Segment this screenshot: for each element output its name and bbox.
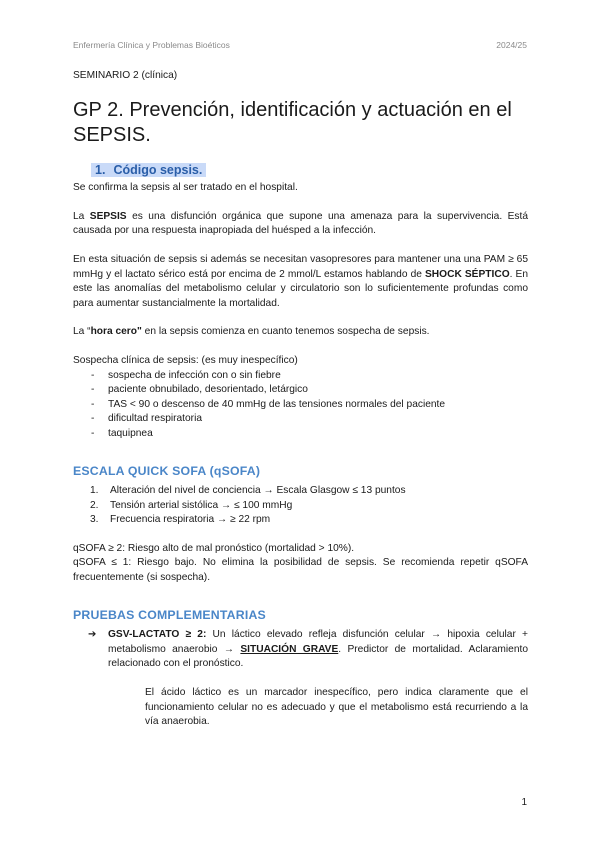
text-run: . En este las anomalías del metabolismo celular y circulatorio son lo suficientemente profundas como para aumentar sustancialmente la mortalidad. bbox=[73, 268, 529, 309]
test-item-lactato bbox=[73, 628, 528, 672]
list-item bbox=[73, 499, 528, 514]
list-item-text: Tensión arterial sistólica → ≤ 100 mmHg bbox=[110, 499, 293, 511]
section-heading-codigo-sepsis bbox=[91, 163, 528, 178]
list-item: - sospecha de infección con o sin fiebre bbox=[73, 369, 528, 384]
list-item-text: Alteración del nivel de conciencia → Escala Glasgow ≤ 13 puntos bbox=[110, 485, 406, 497]
bold-term-hora-cero: hora cero" bbox=[90, 326, 142, 338]
list-item: - dificultad respiratoria bbox=[73, 412, 528, 427]
section-heading-qsofa: ESCALA QUICK SOFA (qSOFA) bbox=[73, 463, 261, 478]
text-run: La bbox=[73, 210, 90, 222]
section-number: 1. bbox=[95, 162, 106, 177]
seminar-label: SEMINARIO 2 (clínica) bbox=[73, 70, 178, 81]
note-acido-lactico: El ácido láctico es un marcador inespecífico, pero indica claramente que el funcionamiento celular no es adecuado y que el metabolismo está recurriendo a la vía anaerobia. bbox=[145, 687, 528, 728]
qsofa-list bbox=[73, 484, 528, 528]
text-run: en la sepsis comienza en cuanto tenemos sospecha de sepsis. bbox=[141, 326, 430, 338]
header-course: Enfermería Clínica y Problemas Bioéticos bbox=[73, 40, 230, 50]
text-run: es una disfunción orgánica que supone una amenaza para la supervivencia. Está causada por una respuesta inapropiada del huésped a la infección. bbox=[73, 210, 528, 237]
document-body bbox=[73, 69, 528, 730]
text-run: La “ bbox=[73, 326, 91, 338]
list-item bbox=[73, 484, 528, 499]
paragraph-shock bbox=[73, 253, 528, 311]
list-item: - paciente obnubilado, desorientado, letárgico bbox=[73, 383, 528, 398]
list-number: 1. bbox=[90, 485, 99, 497]
list-item: - TAS < 90 o descenso de 40 mmHg de las tensiones normales del paciente bbox=[73, 398, 528, 413]
paragraph-confirm: Se confirma la sepsis al ser tratado en el hospital. bbox=[73, 182, 298, 194]
list-item bbox=[73, 513, 528, 528]
list-item-text: Frecuencia respiratoria → ≥ 22 rpm bbox=[110, 514, 271, 526]
section-heading-pruebas: PRUEBAS COMPLEMENTARIAS bbox=[73, 607, 266, 622]
bold-term-sepsis: SEPSIS bbox=[89, 210, 127, 222]
list-number: 2. bbox=[90, 499, 99, 511]
suspicion-list bbox=[73, 369, 528, 442]
bold-term-lactato: GSV-LACTATO ≥ 2: bbox=[108, 629, 207, 641]
text-run: . Predictor de mortalidad. Aclaramiento relacionado con el pronóstico. bbox=[108, 643, 528, 670]
list-number: 3. bbox=[90, 514, 99, 526]
suspicion-intro: Sospecha clínica de sepsis: (es muy inespecífico) bbox=[73, 354, 298, 366]
section-heading-text: Código sepsis. bbox=[113, 162, 203, 177]
qsofa-low-risk: qSOFA ≤ 1: Riesgo bajo. No elimina la posibilidad de sepsis. Se recomienda repetir qSOFA frecuentemente (si sospecha). bbox=[73, 557, 528, 584]
list-item: - taquipnea bbox=[73, 427, 528, 442]
page-number: 1 bbox=[521, 797, 527, 808]
page-title: GP 2. Prevención, identificación y actuación en el SEPSIS. bbox=[73, 98, 512, 146]
underlined-term-grave: SITUACIÓN GRAVE bbox=[240, 643, 339, 655]
text-run: En esta situación de sepsis si además se necesitan vasopresores para mantener una una PAM ≥ 65 mmHg y el lactato sérico está por encima de 2 mmol/L estamos hablando de bbox=[73, 253, 528, 280]
arrow-icon: ➔ bbox=[88, 629, 97, 641]
header-year: 2024/25 bbox=[496, 40, 527, 50]
qsofa-high-risk: qSOFA ≥ 2: Riesgo alto de mal pronóstico (mortalidad > 10%). bbox=[73, 542, 355, 554]
paragraph-sepsis-definition bbox=[73, 210, 528, 239]
text-run: Un láctico elevado refleja disfunción celular → hipoxia celular + metabolismo anaerobio → bbox=[108, 629, 528, 655]
bold-term-shock: SHOCK SÉPTICO bbox=[425, 268, 510, 280]
paragraph-hora-cero bbox=[73, 325, 528, 340]
